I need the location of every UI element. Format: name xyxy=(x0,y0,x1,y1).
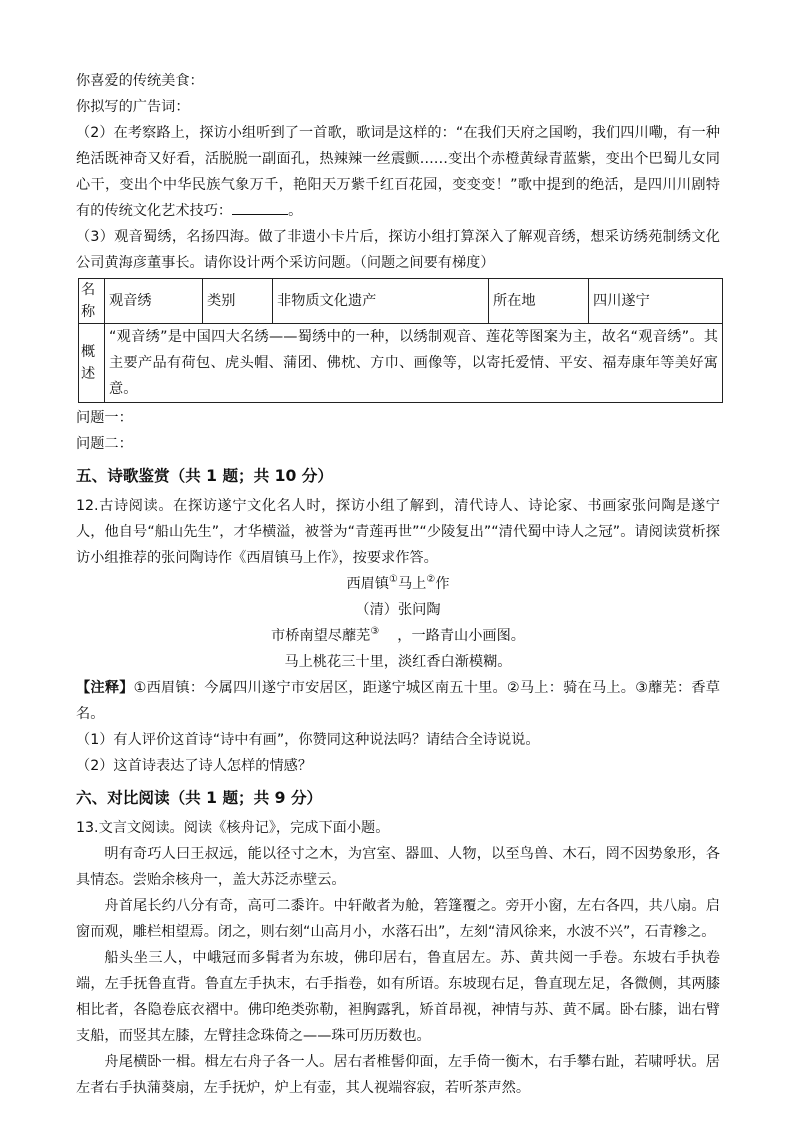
poem-line-2: 马上桃花三十里，淡红香白渐模糊。 xyxy=(284,654,512,670)
passage-paragraph-4: 舟尾横卧一楫。楫左右舟子各一人。居右者椎髻仰面，左手倚一衡木，右手攀右趾，若啸呼状。居左者右手执蒲葵扇，左手抚炉，炉上有壶，其人视端容寂，若听茶声然。 xyxy=(76,1054,720,1096)
passage-paragraph-3: 船头坐三人，中峨冠而多髯者为东坡，佛印居右，鲁直居左。苏、黄共阅一手卷。东坡右手执卷端，左手抚鲁直背。鲁直左手执末，右手指卷，如有所语。东坡现右足，鲁直现左足，各微侧，其两膝相比者，各隐卷底衣褶中。佛印绝类弥勒，袒胸露乳，矫首昂视，神情与苏、黄不属。卧右膝，诎右臂支船，而竖其左膝，左臂挂念珠倚之——珠可历历数也。 xyxy=(76,950,720,1044)
section6-heading: 六、对比阅读（共 1 题；共 9 分） xyxy=(76,789,323,807)
passage-paragraph-2: 舟首尾长约八分有奇，高可二黍许。中轩敞者为舱，箬篷覆之。旁开小窗，左右各四，共八扇。启窗而观，雕栏相望焉。闭之，则右刻“山高月小，水落石出”，左刻“清风徐来，水波不兴”，石青糁之。 xyxy=(76,898,720,940)
q12-intro: 12.古诗阅读。在探访遂宁文化名人时，探访小组了解到，清代诗人、诗论家、书画家张问陶是遂宁人，他自号“船山先生”，才华横溢，被誉为“青莲再世”“少陵复出”“清代蜀中诗人之冠”。请阅读赏析探访小组推荐的张问陶诗作《西眉镇马上作》，按要求作答。 xyxy=(76,498,720,566)
category-label-cell: 类别 xyxy=(203,279,273,324)
name-label-cell: 名称 xyxy=(79,279,105,324)
q13-intro: 13.文言文阅读。阅读《核舟记》，完成下面小题。 xyxy=(76,820,390,836)
q12-sub1: （1）有人评价这首诗“诗中有画”，你赞同这种说法吗？请结合全诗说说。 xyxy=(76,732,540,748)
passage-paragraph-1: 明有奇巧人曰王叔远，能以径寸之木，为宫室、器皿、人物，以至鸟兽、木石，罔不因势象形，各具情态。尝贻余核舟一，盖大苏泛赤壁云。 xyxy=(76,846,720,888)
location-value-cell: 四川遂宁 xyxy=(589,279,723,324)
table-row xyxy=(79,279,723,324)
poem-line-1 xyxy=(76,623,720,649)
summary-label-cell: 概述 xyxy=(79,324,105,403)
q3-intro: （3）观音蜀绣，名扬四海。做了非遗小卡片后，探访小组打算深入了解观音绣，想采访绣苑制绣文化公司黄海彦董事长。请你设计两个采访问题。（问题之间要有梯度） xyxy=(76,229,720,271)
q2-text: （2）在考察路上，探访小组听到了一首歌，歌词是这样的：“在我们天府之国哟，我们四川嘞，有一种绝活既神奇又好看，活脱脱一副面孔，热辣辣一丝震颤……变出个赤橙黄绿青蓝紫，变出个巴蜀儿女同心干，变出个中华民族气象万千，艳阳天万紫千红百花园，变变变！”歌中提到的绝活，是四川川剧特有的传统文化艺术技巧： xyxy=(76,125,720,219)
note-text: ①西眉镇：今属四川遂宁市安居区，距遂宁城区南五十里。②马上：骑在马上。③蘼芜：香草名。 xyxy=(76,680,720,722)
poem-text: 市桥南望尽蘼芜 xyxy=(271,628,371,644)
poem-title xyxy=(76,571,720,597)
question1-label: 问题一： xyxy=(76,410,133,426)
slogan-label: 你拟写的广告词： xyxy=(76,99,190,115)
section5-heading: 五、诗歌鉴赏（共 1 题；共 10 分） xyxy=(76,467,333,485)
poem-notes xyxy=(76,675,720,727)
q12-sub2: （2）这首诗表达了诗人怎样的情感？ xyxy=(76,758,313,774)
poem-title-part: 作 xyxy=(435,576,450,592)
note-label: 【注释】 xyxy=(76,680,134,696)
category-value-cell: 非物质文化遗产 xyxy=(273,279,489,324)
guanyin-embroidery-table xyxy=(78,278,723,403)
poem-author: （清）张问陶 xyxy=(355,602,441,618)
question2-label: 问题二： xyxy=(76,436,133,452)
name-value-cell: 观音绣 xyxy=(105,279,203,324)
q2-text-end: 。 xyxy=(288,203,303,219)
food-label: 你喜爱的传统美食： xyxy=(76,73,204,89)
note-mark: ③ xyxy=(370,626,380,637)
q2-paragraph xyxy=(76,120,720,224)
summary-value-cell: “观音绣”是中国四大名绣——蜀绣中的一种，以绣制观音、莲花等图案为主，故名“观音绣”。其主要产品有荷包、虎头帽、蒲团、佛枕、方巾、画像等，以寄托爱情、平安、福寿康年等美好寓意。 xyxy=(105,324,723,403)
location-label-cell: 所在地 xyxy=(489,279,589,324)
note-mark: ① xyxy=(389,574,398,585)
table-row xyxy=(79,324,723,403)
poem-text: ，一路青山小画图。 xyxy=(397,628,525,644)
note-mark: ② xyxy=(426,574,436,585)
answer-blank[interactable] xyxy=(232,200,288,215)
poem-title-part: 西眉镇 xyxy=(346,576,390,592)
poem-title-part: 马上 xyxy=(397,576,427,592)
